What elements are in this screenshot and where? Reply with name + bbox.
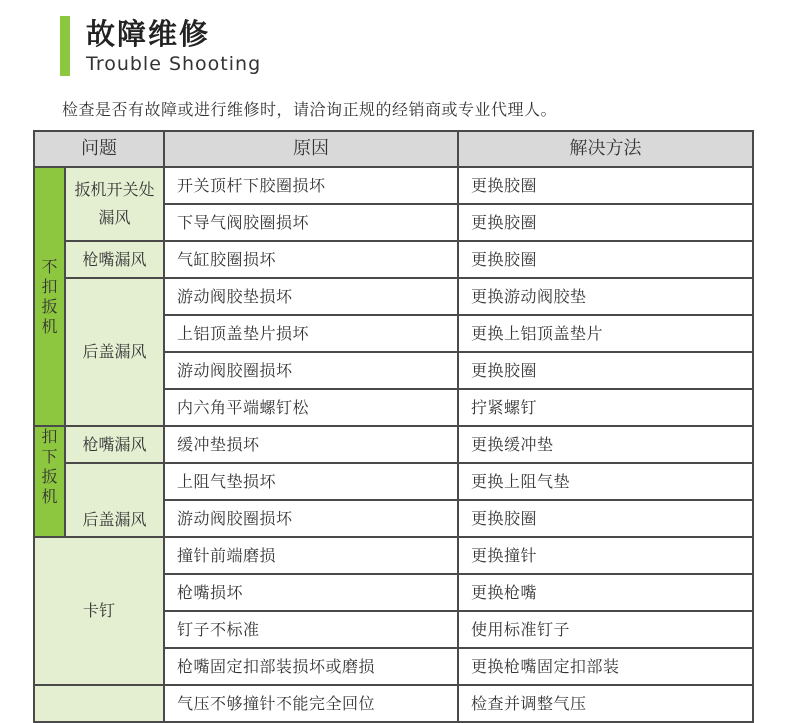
solution-cell: 使用标准钉子 [458, 611, 753, 648]
table-row [34, 241, 753, 278]
cause-cell: 撞针前端磨损 [164, 537, 458, 574]
intro-text: 检查是否有故障或进行维修时，请洽询正规的经销商或专业代理人。 [62, 100, 558, 119]
group-cell-partial [34, 685, 164, 722]
table-row [34, 685, 753, 722]
solution-cell: 更换上铝顶盖垫片 [458, 315, 753, 352]
solution-cell: 更换缓冲垫 [458, 426, 753, 463]
cause-cell: 开关顶杆下胶圈损坏 [164, 167, 458, 204]
group-cell-no-trigger [34, 167, 65, 426]
troubleshooting-table [33, 130, 754, 723]
table-row [34, 167, 753, 204]
header-solution: 解决方法 [458, 131, 753, 167]
cause-cell: 枪嘴固定扣部装损坏或磨损 [164, 648, 458, 685]
cause-cell: 下导气阀胶圈损坏 [164, 204, 458, 241]
cause-cell: 缓冲垫损坏 [164, 426, 458, 463]
title-accent-bar [60, 16, 70, 76]
solution-cell: 更换枪嘴固定扣部装 [458, 648, 753, 685]
page-title: 故障维修 [86, 17, 211, 51]
solution-cell: 检查并调整气压 [458, 685, 753, 722]
table-row [34, 537, 753, 574]
page-subtitle: Trouble Shooting [86, 53, 262, 75]
solution-cell: 更换胶圈 [458, 167, 753, 204]
solution-cell: 更换撞针 [458, 537, 753, 574]
subgroup-label: 扳机开关处漏风 [74, 180, 155, 227]
solution-cell: 更换胶圈 [458, 241, 753, 278]
solution-cell: 更换上阻气垫 [458, 463, 753, 500]
group-cell-trigger-pulled [34, 426, 65, 537]
subgroup-cell: 枪嘴漏风 [65, 241, 164, 278]
solution-cell: 更换胶圈 [458, 352, 753, 389]
subgroup-cell: 枪嘴漏风 [65, 426, 164, 463]
table-row [34, 426, 753, 463]
cause-cell: 游动阀胶圈损坏 [164, 500, 458, 537]
table-row [34, 278, 753, 315]
header-problem: 问题 [34, 131, 164, 167]
solution-cell: 拧紧螺钉 [458, 389, 753, 426]
cause-cell: 钉子不标准 [164, 611, 458, 648]
solution-cell: 更换游动阀胶垫 [458, 278, 753, 315]
cause-cell: 气缸胶圈损坏 [164, 241, 458, 278]
group-cell-jammed-nail: 卡钉 [34, 537, 164, 685]
subgroup-cell [65, 463, 164, 537]
cause-cell: 枪嘴损坏 [164, 574, 458, 611]
solution-cell: 更换胶圈 [458, 204, 753, 241]
cause-cell: 上铝顶盖垫片损坏 [164, 315, 458, 352]
cause-cell: 游动阀胶垫损坏 [164, 278, 458, 315]
group-label: 不扣扳机 [41, 256, 58, 336]
solution-cell: 更换枪嘴 [458, 574, 753, 611]
cause-cell: 游动阀胶圈损坏 [164, 352, 458, 389]
subgroup-cell: 后盖漏风 [65, 278, 164, 426]
cause-cell: 内六角平端螺钉松 [164, 389, 458, 426]
table-row [34, 463, 753, 500]
subgroup-label: 后盖漏风 [82, 510, 147, 529]
solution-cell: 更换胶圈 [458, 500, 753, 537]
cause-cell: 上阻气垫损坏 [164, 463, 458, 500]
subgroup-cell [65, 167, 164, 241]
header-cause: 原因 [164, 131, 458, 167]
cause-cell: 气压不够撞针不能完全回位 [164, 685, 458, 722]
table-header-row [34, 131, 753, 167]
group-label: 扣下扳机 [41, 427, 58, 506]
